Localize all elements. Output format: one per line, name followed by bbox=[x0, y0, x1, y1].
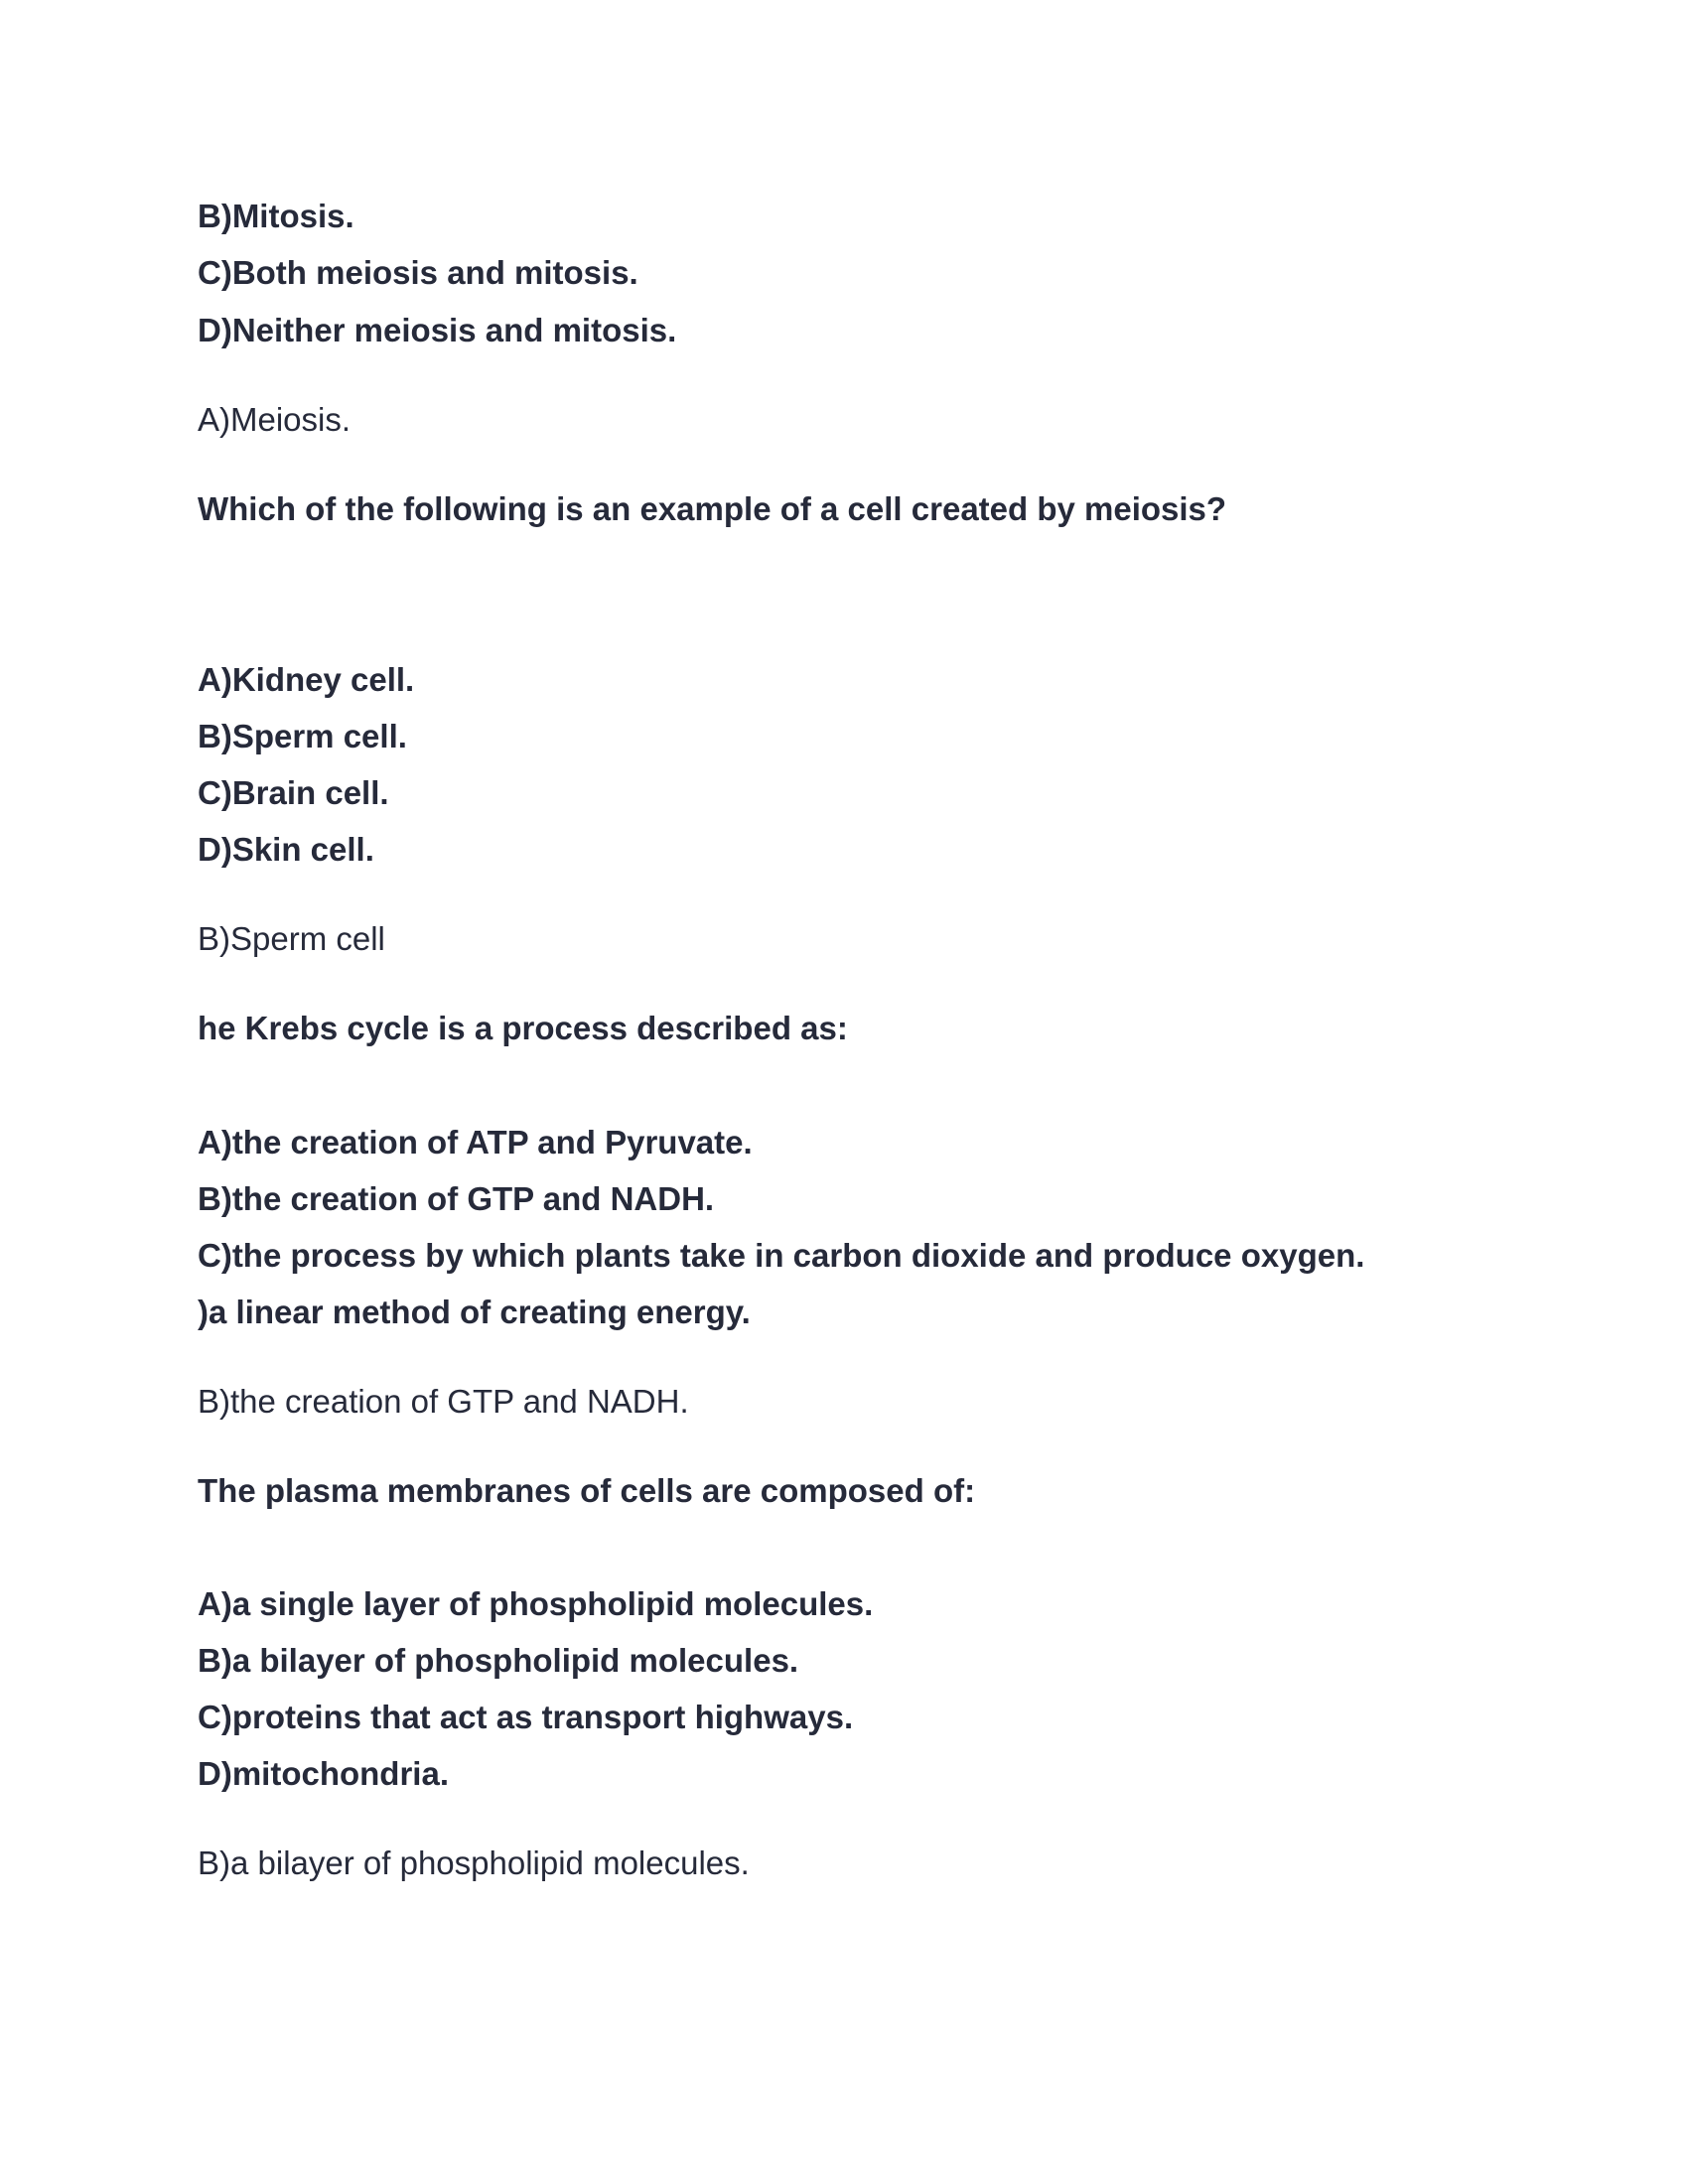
option-a-single-layer: A)a single layer of phospholipid molecules. bbox=[198, 1585, 874, 1622]
option-b-bilayer: B)a bilayer of phospholipid molecules. bbox=[198, 1642, 799, 1679]
question-prompt: Which of the following is an example of a cell created by meiosis? bbox=[198, 490, 1227, 527]
option-c-plants: C)the process by which plants take in carbon dioxide and produce oxygen. bbox=[198, 1237, 1365, 1274]
option-d-neither: D)Neither meiosis and mitosis. bbox=[198, 312, 677, 348]
answer-meiosis: A)Meiosis. bbox=[198, 401, 352, 438]
answer-gtp-nadh: B)the creation of GTP and NADH. bbox=[198, 1383, 689, 1420]
question-prompt: he Krebs cycle is a process described as: bbox=[198, 1010, 848, 1046]
answer-sperm-cell: B)Sperm cell bbox=[198, 920, 385, 957]
option-d-mitochondria: D)mitochondria. bbox=[198, 1755, 449, 1792]
option-b-mitosis: B)Mitosis. bbox=[198, 198, 354, 234]
option-c-both: C)Both meiosis and mitosis. bbox=[198, 254, 638, 291]
option-a-kidney: A)Kidney cell. bbox=[198, 661, 415, 698]
option-b-gtp: B)the creation of GTP and NADH. bbox=[198, 1180, 715, 1217]
option-c-proteins: C)proteins that act as transport highways. bbox=[198, 1699, 854, 1735]
option-b-sperm: B)Sperm cell. bbox=[198, 718, 407, 754]
answer-bilayer: B)a bilayer of phospholipid molecules. bbox=[198, 1844, 750, 1881]
question-prompt: The plasma membranes of cells are composed of: bbox=[198, 1472, 976, 1509]
option-d-linear: )a linear method of creating energy. bbox=[198, 1294, 751, 1330]
option-d-skin: D)Skin cell. bbox=[198, 831, 374, 868]
option-a-atp: A)the creation of ATP and Pyruvate. bbox=[198, 1124, 753, 1160]
option-c-brain: C)Brain cell. bbox=[198, 774, 389, 811]
